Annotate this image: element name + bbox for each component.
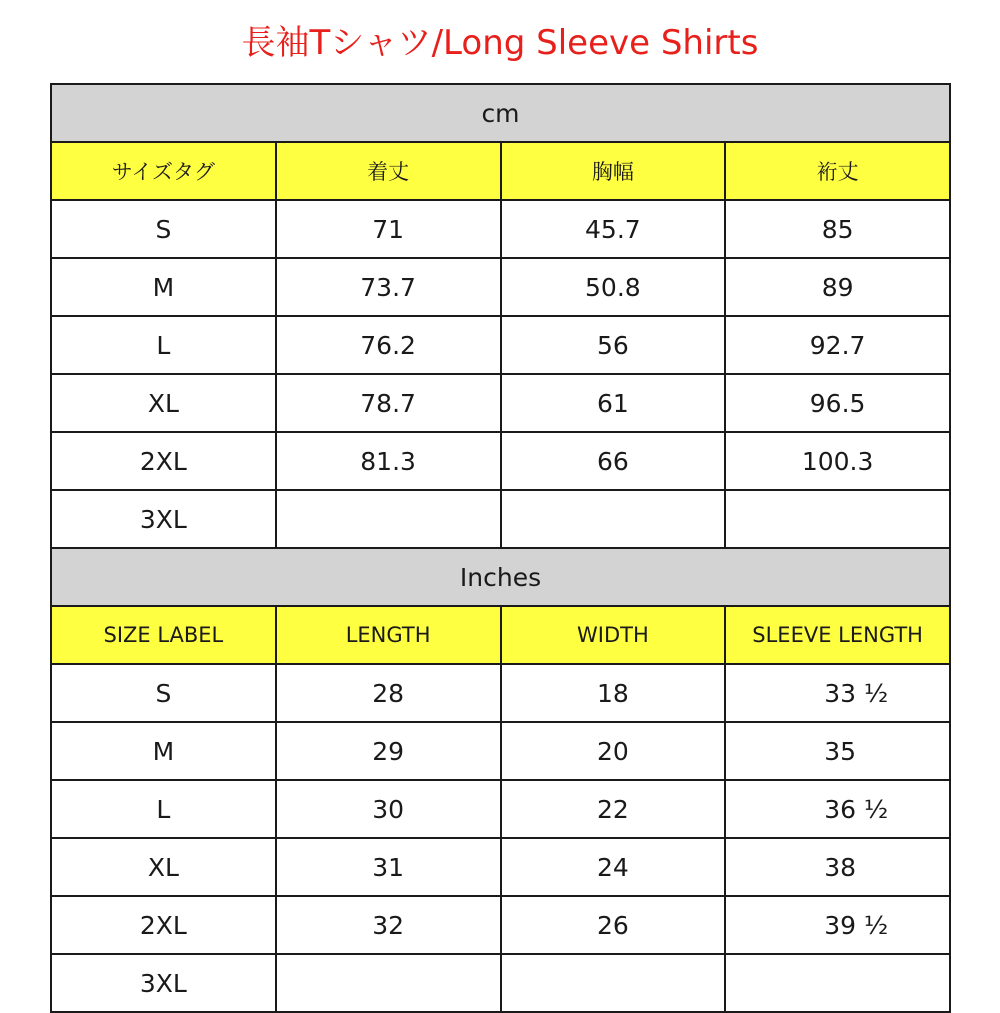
length-cell: 31 bbox=[276, 838, 501, 896]
size-cell: L bbox=[51, 316, 276, 374]
cm-header-length: 着丈 bbox=[276, 142, 501, 200]
inch-header-width: WIDTH bbox=[501, 606, 726, 664]
table-row bbox=[51, 374, 950, 432]
length-cell: 71 bbox=[276, 200, 501, 258]
table-row bbox=[51, 200, 950, 258]
length-cell bbox=[276, 954, 501, 1012]
inch-unit-row bbox=[51, 548, 950, 606]
width-cell: 66 bbox=[501, 432, 726, 490]
length-cell: 32 bbox=[276, 896, 501, 954]
sleeve-cell: 85 bbox=[725, 200, 950, 258]
cm-header-width: 胸幅 bbox=[501, 142, 726, 200]
size-cell: XL bbox=[51, 838, 276, 896]
length-cell: 81.3 bbox=[276, 432, 501, 490]
size-cell: XL bbox=[51, 374, 276, 432]
table-row bbox=[51, 954, 950, 1012]
width-cell bbox=[501, 954, 726, 1012]
inch-header-sleeve: SLEEVE LENGTH bbox=[725, 606, 950, 664]
table-row bbox=[51, 664, 950, 722]
size-cell: 3XL bbox=[51, 954, 276, 1012]
cm-header-sleeve: 裄丈 bbox=[725, 142, 950, 200]
sleeve-cell: 38 bbox=[725, 838, 950, 896]
width-cell: 26 bbox=[501, 896, 726, 954]
table-row bbox=[51, 896, 950, 954]
table-row bbox=[51, 722, 950, 780]
width-cell bbox=[501, 490, 726, 548]
sleeve-cell bbox=[725, 954, 950, 1012]
width-cell: 61 bbox=[501, 374, 726, 432]
table-row bbox=[51, 316, 950, 374]
size-cell: M bbox=[51, 722, 276, 780]
size-cell: S bbox=[51, 664, 276, 722]
cm-header-row bbox=[51, 142, 950, 200]
cm-header-size: サイズタグ bbox=[51, 142, 276, 200]
inch-unit-label: Inches bbox=[51, 548, 950, 606]
sleeve-cell: 96.5 bbox=[725, 374, 950, 432]
table-row bbox=[51, 258, 950, 316]
sleeve-cell: 100.3 bbox=[725, 432, 950, 490]
width-cell: 18 bbox=[501, 664, 726, 722]
table-row bbox=[51, 838, 950, 896]
table-row bbox=[51, 432, 950, 490]
table-row bbox=[51, 490, 950, 548]
sleeve-cell bbox=[725, 490, 950, 548]
size-cell: 2XL bbox=[51, 432, 276, 490]
size-cell: L bbox=[51, 780, 276, 838]
length-cell: 30 bbox=[276, 780, 501, 838]
size-chart-table bbox=[50, 83, 951, 1013]
length-cell: 76.2 bbox=[276, 316, 501, 374]
length-cell: 73.7 bbox=[276, 258, 501, 316]
width-cell: 50.8 bbox=[501, 258, 726, 316]
size-cell: 2XL bbox=[51, 896, 276, 954]
width-cell: 56 bbox=[501, 316, 726, 374]
sleeve-cell: 39 ½ bbox=[725, 896, 950, 954]
inch-header-size: SIZE LABEL bbox=[51, 606, 276, 664]
length-cell: 28 bbox=[276, 664, 501, 722]
size-cell: M bbox=[51, 258, 276, 316]
table-row bbox=[51, 780, 950, 838]
width-cell: 20 bbox=[501, 722, 726, 780]
cm-unit-label: cm bbox=[51, 84, 950, 142]
sleeve-cell: 33 ½ bbox=[725, 664, 950, 722]
size-chart-body bbox=[51, 84, 950, 1012]
sleeve-cell: 35 bbox=[725, 722, 950, 780]
size-cell: 3XL bbox=[51, 490, 276, 548]
width-cell: 24 bbox=[501, 838, 726, 896]
page-title: 長袖Tシャツ/Long Sleeve Shirts bbox=[241, 23, 759, 63]
cm-unit-row bbox=[51, 84, 950, 142]
sleeve-cell: 36 ½ bbox=[725, 780, 950, 838]
length-cell: 78.7 bbox=[276, 374, 501, 432]
sleeve-cell: 92.7 bbox=[725, 316, 950, 374]
length-cell bbox=[276, 490, 501, 548]
size-cell: S bbox=[51, 200, 276, 258]
sleeve-cell: 89 bbox=[725, 258, 950, 316]
length-cell: 29 bbox=[276, 722, 501, 780]
inch-header-length: LENGTH bbox=[276, 606, 501, 664]
inch-header-row bbox=[51, 606, 950, 664]
width-cell: 45.7 bbox=[501, 200, 726, 258]
width-cell: 22 bbox=[501, 780, 726, 838]
